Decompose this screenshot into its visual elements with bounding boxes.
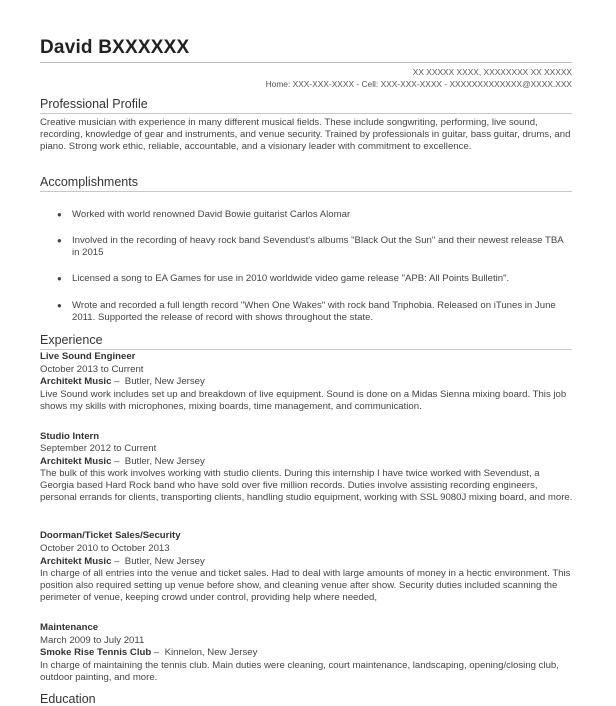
job-description: Live Sound work includes set up and breakdown of live equipment. Sound is done on a Midas Sienna mixing board. This job shows my skills with microphones, mixing boards, time management, and communication.: [40, 389, 567, 412]
section-title-education: Education: [40, 692, 96, 706]
job-company-line: Architekt Music – Butler, New Jersey: [40, 376, 205, 387]
job-company: Smoke Rise Tennis Club: [40, 647, 152, 658]
job-title: Maintenance: [40, 622, 99, 633]
job-dates: September 2012 to Current: [40, 443, 157, 454]
section-title-experience: Experience: [40, 333, 103, 347]
accomplishment-text: Licensed a song to EA Games for use in 2010 worldwide video game release "APB: All Points Bulletin".: [72, 273, 510, 284]
section-title-profile: Professional Profile: [40, 97, 148, 111]
accomplishment-item: [57, 273, 572, 285]
job-company-line: Architekt Music – Butler, New Jersey: [40, 456, 205, 467]
accomplishment-text: Involved in the recording of heavy rock band Sevendust's albums "Black Out the Sun" and their newest release TBA in 2015: [72, 235, 564, 258]
job-location: Butler, New Jersey: [124, 456, 205, 467]
accomplishment-item: [57, 209, 572, 221]
job-description: In charge of maintaining the tennis club. Main duties were cleaning, court maintenance, landscaping, opening/closing club, outdoor painting, and more.: [40, 660, 559, 683]
job-dates: October 2013 to Current: [40, 364, 144, 375]
candidate-name: David BXXXXXX: [40, 37, 190, 58]
profile-text: Creative musician with experience in many different musical fields. These include songwriting, performing, live sound, recording, knowledge of gear and instruments, and venue security. Trained by professionals in guitar, bass guitar, drums, and piano. Strong work ethic, reliable, accountable, and a visionary leader with commitment to excellence.: [40, 117, 571, 152]
job-company-line: Smoke Rise Tennis Club – Kinnelon, New Jersey: [40, 647, 258, 658]
job-location: Butler, New Jersey: [124, 556, 205, 567]
job-title: Live Sound Engineer: [40, 351, 136, 362]
job-company: Architekt Music: [40, 556, 112, 567]
job-title: Doorman/Ticket Sales/Security: [40, 530, 181, 541]
section-divider: [40, 113, 572, 114]
job-dates: March 2009 to July 2011: [40, 635, 145, 646]
bullet-icon: ●: [57, 274, 62, 283]
job-location: Kinnelon, New Jersey: [164, 647, 258, 658]
job-company: Architekt Music: [40, 456, 112, 467]
section-divider: [40, 191, 572, 192]
section-title-accomplishments: Accomplishments: [40, 175, 138, 189]
section-divider: [40, 349, 572, 350]
job-dates: October 2010 to October 2013: [40, 543, 170, 554]
contact-phones-email: Home: XXX-XXX-XXXX - Cell: XXX-XXX-XXXX - XXXXXXXXXXXXX@XXXX.XXX: [265, 79, 572, 89]
accomplishment-text: Wrote and recorded a full length record "When One Wakes" with rock band Triphobia. Released on iTunes in June 2011. Supported the release of record with shows throughout the state.: [72, 300, 556, 323]
job-company-line: Architekt Music – Butler, New Jersey: [40, 556, 205, 567]
job-location: Butler, New Jersey: [124, 376, 205, 387]
accomplishment-text: Worked with world renowned David Bowie guitarist Carlos Alomar: [72, 209, 351, 220]
contact-address: XX XXXXX XXXX, XXXXXXXX XX XXXXX: [412, 67, 572, 77]
job-title: Studio Intern: [40, 431, 100, 442]
job-description: The bulk of this work involves working with studio clients. During this internship I have twice worked with Sevendust, a Georgia based Hard Rock band who have sold over five million records. Duties involve assisting recording engineers, personal errands for clients, transporting clients, handling studio equipment, working with SSL 9080J mixing board, and more.: [40, 468, 573, 503]
accomplishment-item: [57, 300, 572, 324]
bullet-icon: ●: [57, 210, 62, 219]
accomplishment-item: [57, 235, 572, 259]
job-description: In charge of all entries into the venue and ticket sales. Had to deal with large amounts of money in a hectic environment. This position also required setting up venue before show, and cleaning venue after show. Security duties included scanning the perimeter of venue, keeping crowd under control, providing help where needed,: [40, 568, 571, 603]
bullet-icon: ●: [57, 236, 62, 245]
header-divider: [40, 62, 572, 63]
job-company: Architekt Music: [40, 376, 112, 387]
bullet-icon: ●: [57, 301, 62, 310]
